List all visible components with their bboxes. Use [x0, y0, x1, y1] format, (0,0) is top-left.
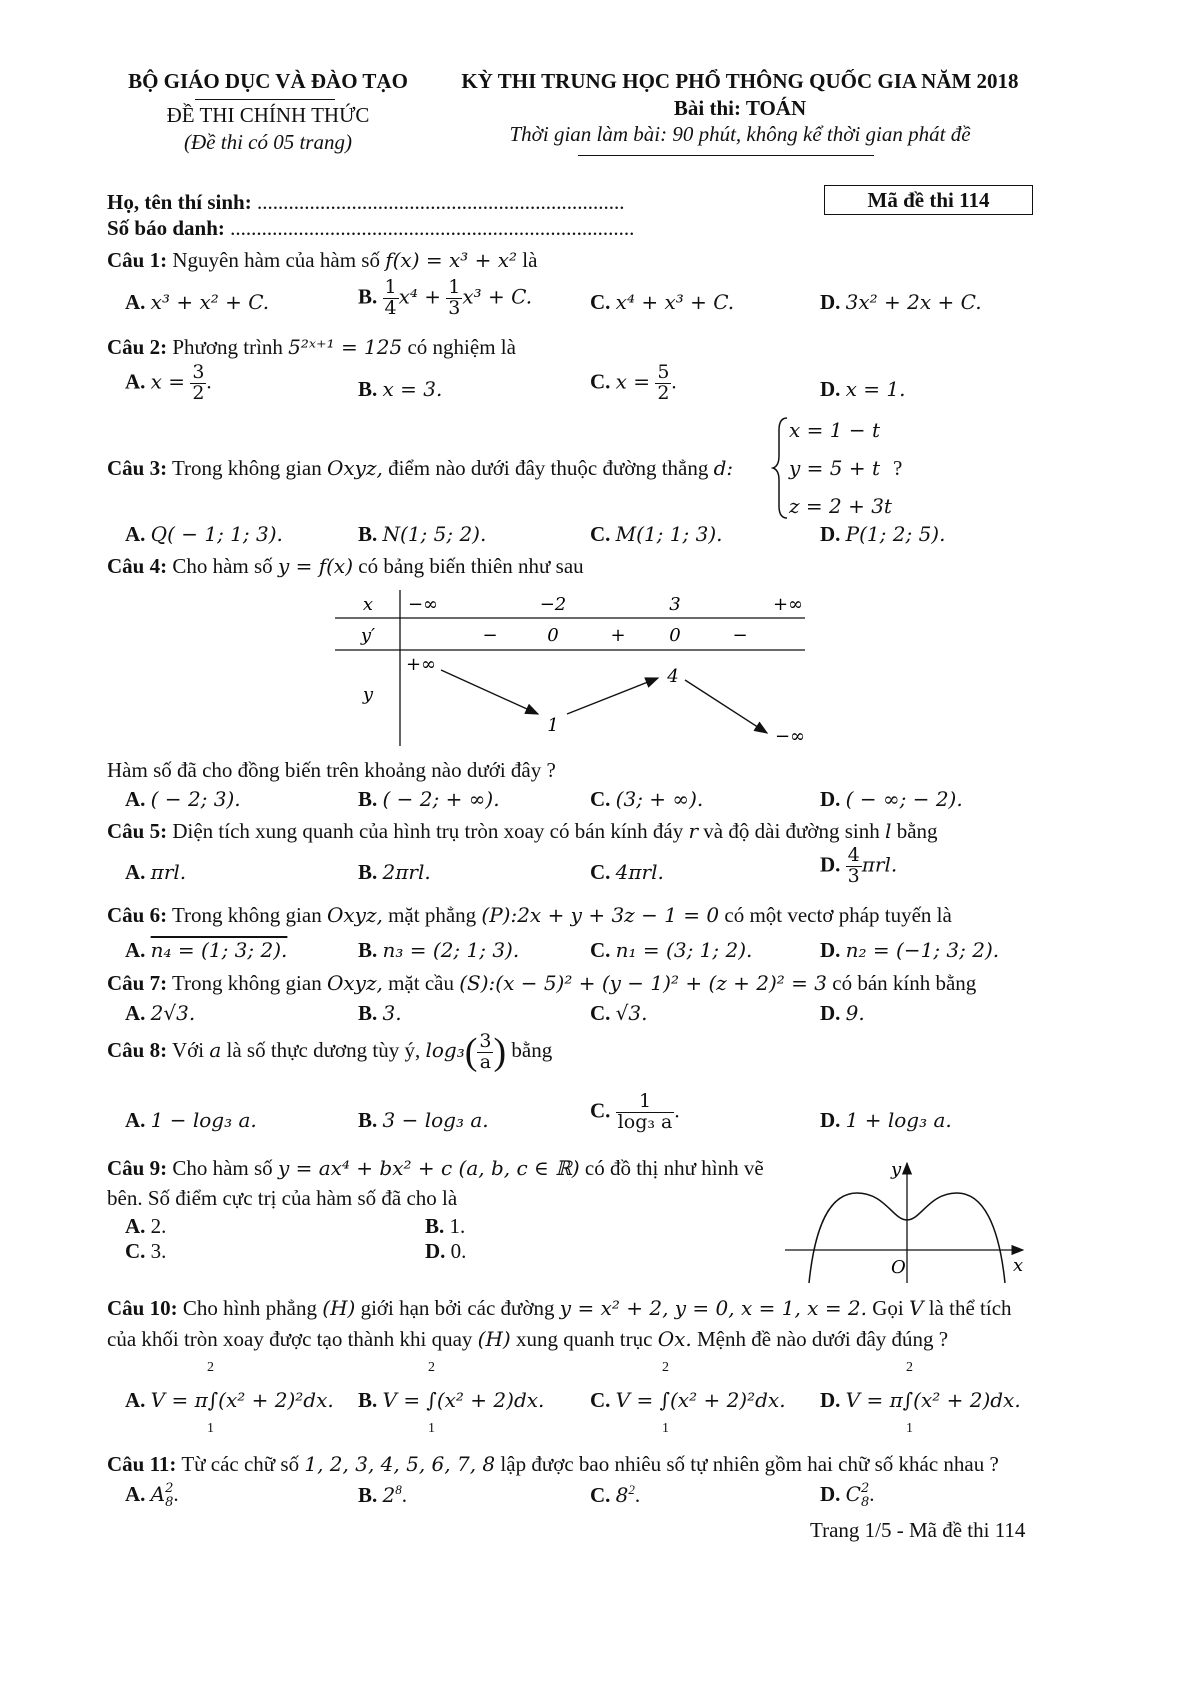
q3-sys-1: x = 1 − t: [789, 418, 880, 442]
q5-stem: Câu 5: Diện tích xung quanh của hình trụ tròn xoay có bán kính đáy r và độ dài đường sinh l bằng: [107, 819, 938, 843]
q8-stem: Câu 8: Với a là số thực dương tùy ý, log₃( $\frac{3}{a}$ ) bằng: [107, 1029, 553, 1073]
arrow-down-1: [441, 670, 538, 714]
q10-a-upper: 2: [207, 1360, 214, 1375]
x-val-1: −∞: [407, 594, 439, 615]
q8-option-a[interactable]: A. 1 − log₃ a.: [125, 1108, 257, 1132]
q3-option-c[interactable]: C. M(1; 1; 3).: [590, 522, 723, 546]
q8-option-c[interactable]: C. $\frac{1}{\text{log₃ a}}$ .: [590, 1090, 680, 1133]
q3-sys-3: z = 2 + 3t: [789, 494, 892, 518]
q1-option-c[interactable]: C. x⁴ + x³ + C.: [590, 290, 735, 314]
q2-stem: Câu 2: Phương trình 5²ˣ⁺¹ = 125 có nghiệm là: [107, 335, 516, 359]
q10-option-c[interactable]: C. V = ∫(x² + 2)²dx.: [590, 1388, 786, 1412]
candidate-id-line: [107, 216, 634, 241]
table-x-label: x: [362, 594, 374, 615]
q6-stem: Câu 6: Trong không gian Oxyz, mặt phẳng (P):2x + y + 3z − 1 = 0 có một vectơ pháp tuyến là: [107, 903, 952, 927]
header-underline-right: [578, 155, 874, 156]
exam-title: KỲ THI TRUNG HỌC PHỔ THÔNG QUỐC GIA NĂM 2018: [461, 69, 1019, 93]
q6-option-b[interactable]: B. n₃ = (2; 1; 3).: [358, 938, 520, 962]
variation-table: [335, 588, 810, 748]
q6-option-c[interactable]: C. n₁ = (3; 1; 2).: [590, 938, 753, 962]
q4-option-d[interactable]: D. ( − ∞; − 2).: [820, 787, 963, 811]
q4-option-b[interactable]: B. ( − 2; + ∞).: [358, 787, 500, 811]
q11-option-b[interactable]: B. $2^8$.: [358, 1482, 407, 1507]
q2-option-b[interactable]: B. x = 3.: [358, 377, 443, 401]
q9-option-d[interactable]: D. 0.: [425, 1239, 467, 1263]
q1-label: Câu 1:: [107, 248, 168, 272]
ministry-title: BỘ GIÁO DỤC VÀ ĐÀO TẠO: [128, 69, 408, 93]
q10-d-upper: 2: [906, 1360, 913, 1375]
q8-option-b[interactable]: B. 3 − log₃ a.: [358, 1108, 489, 1132]
q9-option-a[interactable]: A. 2.: [125, 1214, 167, 1238]
q7-option-c[interactable]: C. √3.: [590, 1001, 648, 1025]
q11-option-c[interactable]: C. $8^2$.: [590, 1482, 641, 1507]
q10-b-lower: 1: [428, 1421, 435, 1436]
q2-expr: 5²ˣ⁺¹ = 125: [288, 335, 403, 359]
q10-c-upper: 2: [662, 1360, 669, 1375]
page-count: (Đề thi có 05 trang): [184, 130, 352, 154]
q6-option-a[interactable]: A. n₄ = (1; 3; 2).: [125, 938, 288, 962]
y-val-1: +∞: [405, 654, 437, 675]
q3-brace: [771, 416, 791, 520]
id-dots: .............................................................................: [230, 216, 635, 240]
x-val-4: +∞: [772, 594, 804, 615]
sign-1: −: [482, 625, 498, 646]
y-val-2: 1: [547, 715, 559, 736]
q5-option-c[interactable]: C. 4πrl.: [590, 860, 664, 884]
name-dots: ......................................................................: [256, 190, 625, 214]
sign-5: −: [732, 625, 748, 646]
header-underline-left: [195, 99, 335, 100]
q10-a-lower: 1: [207, 1421, 214, 1436]
q10-option-a[interactable]: A. V = π∫(x² + 2)²dx.: [125, 1388, 334, 1412]
q10-b-upper: 2: [428, 1360, 435, 1375]
q4-stem: Câu 4: Cho hàm số y = f(x) có bảng biến thiên như sau: [107, 554, 584, 578]
official-label: ĐỀ THI CHÍNH THỨC: [166, 103, 370, 127]
q1-option-a[interactable]: A. x³ + x² + C.: [125, 290, 270, 314]
q7-option-d[interactable]: D. 9.: [820, 1001, 865, 1025]
subject-title: Bài thi: TOÁN: [673, 96, 807, 120]
sign-3: +: [610, 625, 626, 646]
page-footer: Trang 1/5 - Mã đề thi 114: [810, 1518, 1026, 1542]
q2-option-c[interactable]: C. x = $\frac{5}{2}$ .: [590, 361, 677, 404]
q7-option-a[interactable]: A. 2√3.: [125, 1001, 196, 1025]
q1-tail: là: [522, 248, 538, 272]
q10-c-lower: 1: [662, 1421, 669, 1436]
q1-expr: f(x) = x³ + x²: [385, 248, 518, 272]
q1-option-d[interactable]: D. 3x² + 2x + C.: [820, 290, 982, 314]
q11-stem: Câu 11: Từ các chữ số 1, 2, 3, 4, 5, 6, 7, 8 lập được bao nhiêu số tự nhiên gồm hai chữ số khác nhau ?: [107, 1452, 999, 1476]
q11-option-a[interactable]: A. A 2 8 .: [125, 1481, 179, 1511]
q8-option-d[interactable]: D. 1 + log₃ a.: [820, 1108, 952, 1132]
x-val-3: 3: [669, 594, 681, 615]
name-label: Họ, tên thí sinh:: [107, 190, 252, 214]
q6-option-d[interactable]: D. n₂ = (−1; 3; 2).: [820, 938, 1000, 962]
q3-sys-2: y = 5 + t: [789, 456, 881, 480]
q10-d-lower: 1: [906, 1421, 913, 1436]
q9-graph: [785, 1155, 1035, 1285]
q4-option-a[interactable]: A. ( − 2; 3).: [125, 787, 241, 811]
q1-stem: [107, 248, 537, 273]
q4-after: Hàm số đã cho đồng biến trên khoảng nào dưới đây ?: [107, 758, 556, 782]
x-val-2: −2: [539, 594, 567, 615]
q4-option-c[interactable]: C. (3; + ∞).: [590, 787, 704, 811]
exam-code-box: [824, 185, 1033, 215]
q5-option-b[interactable]: B. 2πrl.: [358, 860, 431, 884]
sign-2: 0: [547, 625, 559, 646]
q9-stem: Câu 9: Cho hàm số y = ax⁴ + bx² + c (a, b, c ∈ ℝ) có đồ thị như hình vẽ: [107, 1156, 764, 1180]
arrow-up: [567, 678, 658, 714]
y-val-4: −∞: [774, 726, 806, 747]
q10-option-d[interactable]: D. V = π∫(x² + 2)dx.: [820, 1388, 1021, 1412]
q1-text: Nguyên hàm của hàm số: [172, 248, 380, 272]
q3-option-b[interactable]: B. N(1; 5; 2).: [358, 522, 487, 546]
id-label: Số báo danh:: [107, 216, 225, 240]
q3-option-d[interactable]: D. P(1; 2; 5).: [820, 522, 946, 546]
q5-option-d[interactable]: D. $\frac{4}{3}$ πrl.: [820, 844, 898, 887]
q1-option-b[interactable]: B. $\frac{1}{4}$ x⁴ + $\frac{1}{3}$ x³ + C.: [358, 276, 533, 319]
table-yprime-label: y′: [360, 625, 376, 646]
q10-stem: Câu 10: Cho hình phẳng (H) giới hạn bởi các đường y = x² + 2, y = 0, x = 1, x = 2. Gọi V là thể tích: [107, 1296, 1012, 1320]
q3-option-a[interactable]: A. Q( − 1; 1; 3).: [125, 522, 283, 546]
y-val-3: 4: [667, 666, 679, 687]
sign-4: 0: [669, 625, 681, 646]
time-note: Thời gian làm bài: 90 phút, không kể thời gian phát đề: [509, 122, 971, 146]
q3-stem: Câu 3: Trong không gian Oxyz, điểm nào dưới đây thuộc đường thẳng d:: [107, 456, 734, 480]
q10-option-b[interactable]: B. V = ∫(x² + 2)dx.: [358, 1388, 545, 1412]
exam-code: Mã đề thi 114: [867, 188, 990, 212]
q5-option-a[interactable]: A. πrl.: [125, 860, 187, 884]
table-y-label: y: [362, 684, 374, 705]
arrow-down-2: [685, 680, 767, 733]
axis-y-label: y: [891, 1159, 902, 1180]
q9-stem-line2: bên. Số điểm cực trị của hàm số đã cho là: [107, 1186, 458, 1210]
q10-stem-line2: của khối tròn xoay được tạo thành khi quay (H) xung quanh trục Ox. Mệnh đề nào dưới đây đúng ?: [107, 1327, 949, 1351]
q11-option-d[interactable]: D. C 2 8 .: [820, 1481, 875, 1511]
q9-option-b[interactable]: B. 1.: [425, 1214, 466, 1238]
q7-stem: Câu 7: Trong không gian Oxyz, mặt cầu (S):(x − 5)² + (y − 1)² + (z + 2)² = 3 có bán kính bằng: [107, 971, 977, 995]
axis-x-label: x: [1013, 1255, 1024, 1276]
origin-label: O: [891, 1257, 906, 1278]
candidate-name-line: [107, 190, 624, 215]
q3-question-mark: ?: [893, 456, 903, 480]
q2-option-a[interactable]: A. x = $\frac{3}{2}$ .: [125, 361, 212, 404]
q7-option-b[interactable]: B. 3.: [358, 1001, 402, 1025]
q2-option-d[interactable]: D. x = 1.: [820, 377, 906, 401]
q9-option-c[interactable]: C. 3.: [125, 1239, 167, 1263]
